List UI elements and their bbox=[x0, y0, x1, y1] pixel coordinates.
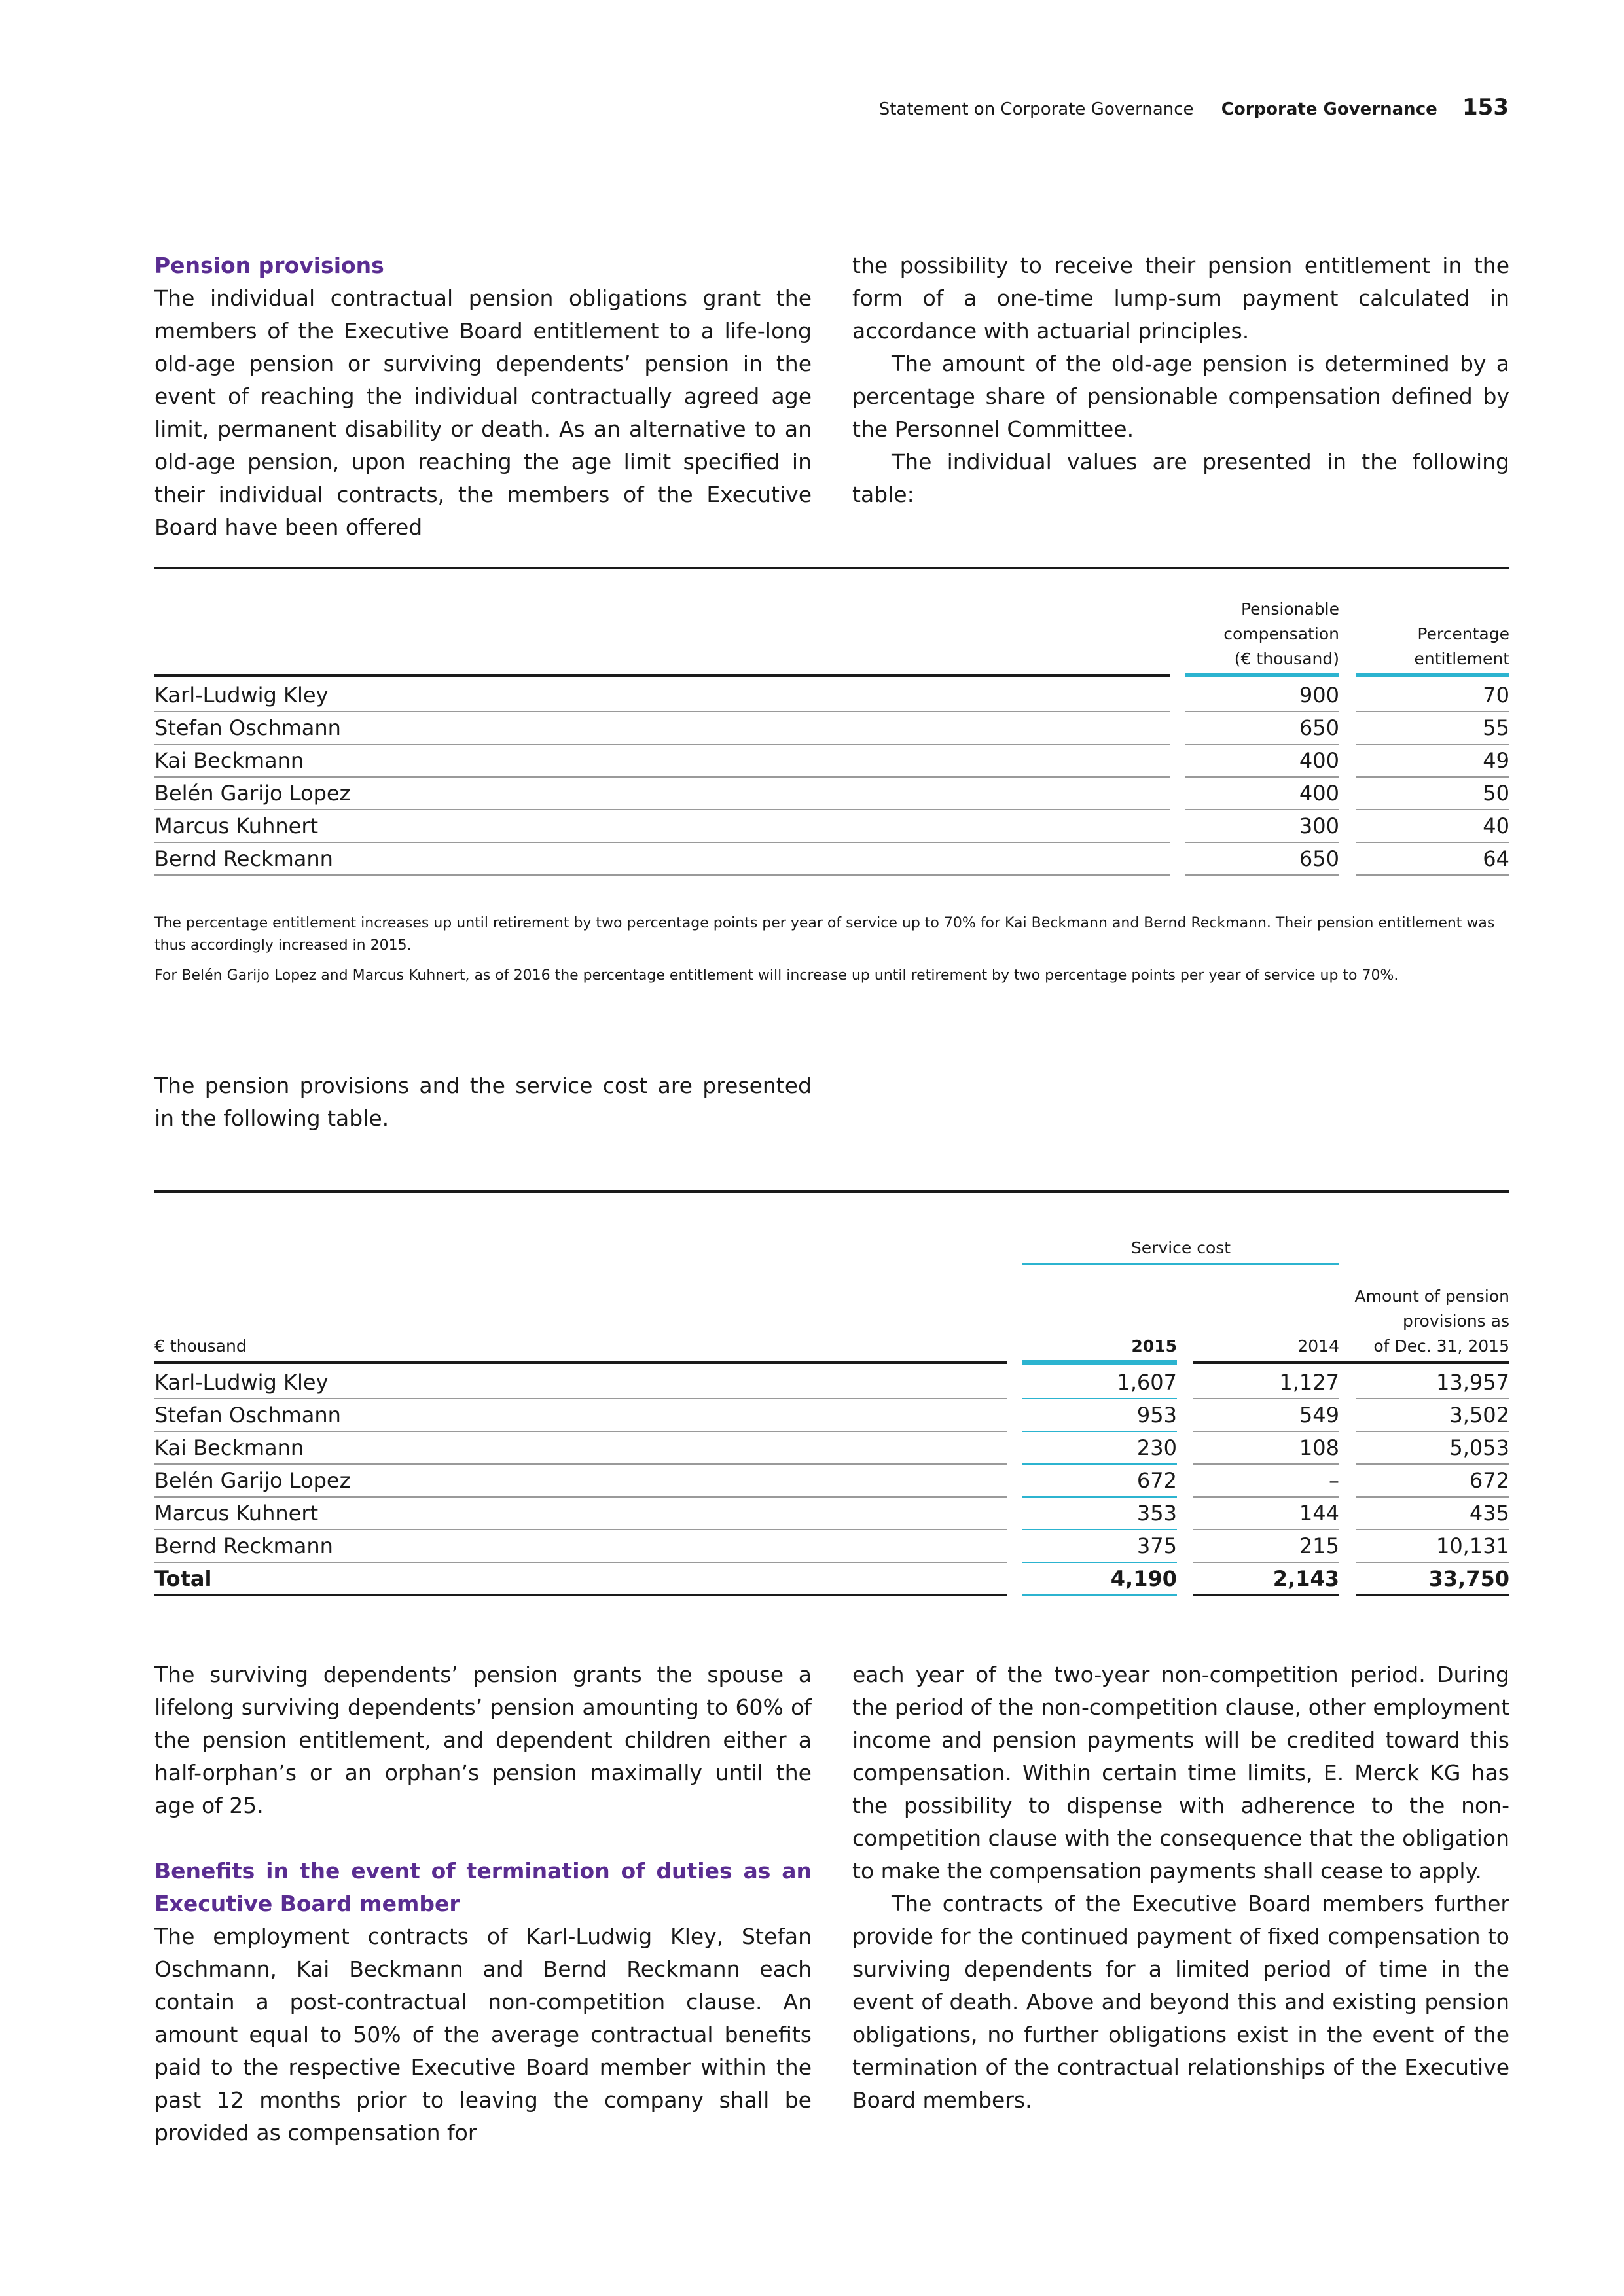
table-row bbox=[154, 843, 1509, 876]
row-compensation: 650 bbox=[1185, 843, 1339, 876]
closing-right-paragraph-2: The contracts of the Executive Board members further provide for the continued payment of fixed compensation to surviving dependents for a limited period of time in the event of death. Above and beyond this and existing pension obligations, no further obligations exist in the event of the termination of the contractual relationships of the Executive Board members. bbox=[852, 1891, 1509, 2113]
row-name: Bernd Reckmann bbox=[154, 843, 1170, 876]
table-row bbox=[154, 679, 1509, 712]
table1-header-compensation bbox=[1182, 597, 1339, 672]
table-total-row bbox=[154, 1563, 1509, 1596]
table1-header-compensation-line: Pensionable bbox=[1240, 600, 1339, 619]
closing-right-column bbox=[852, 1659, 1509, 2117]
row-name: Kai Beckmann bbox=[154, 1432, 1007, 1465]
pension-provisions-table bbox=[154, 1193, 1509, 1598]
row-provisions: 3,502 bbox=[1356, 1399, 1509, 1432]
row-provisions: 435 bbox=[1356, 1498, 1509, 1530]
row-service-cost-2015: 953 bbox=[1022, 1399, 1177, 1432]
row-service-cost-2015: 672 bbox=[1022, 1465, 1177, 1498]
table-row bbox=[154, 778, 1509, 810]
row-compensation: 400 bbox=[1185, 778, 1339, 810]
table2-service-cost-underline bbox=[1022, 1263, 1339, 1265]
row-name: Marcus Kuhnert bbox=[154, 1498, 1007, 1530]
row-service-cost-2015: 1,607 bbox=[1022, 1367, 1177, 1399]
table-row bbox=[154, 712, 1509, 745]
intro-right-paragraph-1: the possibility to receive their pension entitlement in the form of a one-time lump-sum payment calculated in accordance with actuarial principles. bbox=[852, 253, 1509, 344]
table1-header-percentage bbox=[1356, 622, 1509, 672]
row-compensation: 300 bbox=[1185, 810, 1339, 843]
row-name: Karl-Ludwig Kley bbox=[154, 679, 1170, 712]
table1-header-percentage-line: Percentage bbox=[1417, 624, 1509, 643]
row-provisions: 33,750 bbox=[1356, 1563, 1509, 1596]
row-percentage: 49 bbox=[1356, 745, 1509, 778]
section-heading-termination-benefits: Benefits in the event of termination of duties as an Executive Board member bbox=[154, 1858, 812, 1916]
pension-entitlement-table bbox=[154, 569, 1509, 884]
row-name: Total bbox=[154, 1563, 1007, 1596]
row-name: Marcus Kuhnert bbox=[154, 810, 1170, 843]
row-percentage: 55 bbox=[1356, 712, 1509, 745]
row-percentage: 50 bbox=[1356, 778, 1509, 810]
row-service-cost-2015: 353 bbox=[1022, 1498, 1177, 1530]
row-service-cost-2015: 4,190 bbox=[1022, 1563, 1177, 1596]
row-service-cost-2015: 375 bbox=[1022, 1530, 1177, 1563]
table2-header-2014: 2014 bbox=[1297, 1336, 1339, 1355]
intro-right-paragraph-3: The individual values are presented in the following table: bbox=[852, 449, 1509, 507]
row-compensation: 650 bbox=[1185, 712, 1339, 745]
row-name: Stefan Oschmann bbox=[154, 1399, 1007, 1432]
header-chapter-title: Corporate Governance bbox=[1221, 99, 1437, 119]
row-name: Stefan Oschmann bbox=[154, 712, 1170, 745]
intro-right-column bbox=[852, 249, 1509, 511]
closing-left-column bbox=[154, 1659, 812, 2149]
row-service-cost-2015: 230 bbox=[1022, 1432, 1177, 1465]
row-provisions: 672 bbox=[1356, 1465, 1509, 1498]
table2-header-provisions-line: provisions as bbox=[1402, 1312, 1509, 1331]
row-percentage: 40 bbox=[1356, 810, 1509, 843]
closing-right-paragraph-1: each year of the two-year non-competition period. During the period of the non-competition clause, other employment income and pension payments will be credited toward this compensation. Within certain time limits, E. Merck KG has the possibility to dispense with adherence to the non-competition clause with the consequence that the obligation to make the compensation payments shall cease to apply. bbox=[852, 1662, 1509, 1884]
table-row bbox=[154, 810, 1509, 843]
table1-header-accent bbox=[1356, 673, 1509, 677]
table-row bbox=[154, 1432, 1509, 1465]
table2-header-rule-right bbox=[1193, 1361, 1509, 1364]
table1-header-compensation-line: (€ thousand) bbox=[1234, 649, 1339, 668]
row-provisions: 10,131 bbox=[1356, 1530, 1509, 1563]
intro-left-column bbox=[154, 249, 812, 544]
table1-header-accent bbox=[1185, 673, 1339, 677]
table1-header-rule bbox=[154, 674, 1170, 677]
row-name: Kai Beckmann bbox=[154, 745, 1170, 778]
row-name: Bernd Reckmann bbox=[154, 1530, 1007, 1563]
row-service-cost-2014: – bbox=[1193, 1465, 1339, 1498]
table1-footnote-2: For Belén Garijo Lopez and Marcus Kuhnert, as of 2016 the percentage entitlement will increase up until retirement by two percentage points per year of service up to 70%. bbox=[154, 967, 1399, 984]
row-service-cost-2014: 215 bbox=[1193, 1530, 1339, 1563]
closing-left-paragraph-2: The employment contracts of Karl-Ludwig Kley, Stefan Oschmann, Kai Beckmann and Bernd Reckmann each contain a post-contractual non-competition clause. An amount equal to 50% of the average contractual benefits paid to the respective Executive Board member within the past 12 months prior to leaving the company shall be provided as compensation for bbox=[154, 1924, 812, 2145]
page-number: 153 bbox=[1462, 94, 1509, 120]
table-row bbox=[154, 1399, 1509, 1432]
table1-header-compensation-line: compensation bbox=[1223, 624, 1339, 643]
row-service-cost-2014: 1,127 bbox=[1193, 1367, 1339, 1399]
row-service-cost-2014: 2,143 bbox=[1193, 1563, 1339, 1596]
section-heading-pension-provisions: Pension provisions bbox=[154, 253, 384, 278]
row-name: Belén Garijo Lopez bbox=[154, 1465, 1007, 1498]
row-service-cost-2014: 108 bbox=[1193, 1432, 1339, 1465]
table1-footnote-1: The percentage entitlement increases up until retirement by two percentage points per year of service up to 70% for Kai Beckmann and Bernd Reckmann. Their pension entitlement was thus accordingly increased in 2015. bbox=[154, 915, 1495, 954]
row-provisions: 5,053 bbox=[1356, 1432, 1509, 1465]
closing-left-paragraph-1: The surviving dependents’ pension grants the spouse a lifelong surviving dependents’ pension amounting to 60% of the pension entitlement, and dependent children either a half-orphan’s or an orphan’s pension maximally until the age of 25. bbox=[154, 1662, 812, 1818]
row-compensation: 900 bbox=[1185, 679, 1339, 712]
row-percentage: 64 bbox=[1356, 843, 1509, 876]
table-row bbox=[154, 1498, 1509, 1530]
table2-header-rule bbox=[154, 1361, 1007, 1364]
row-percentage: 70 bbox=[1356, 679, 1509, 712]
table2-header-provisions-line: of Dec. 31, 2015 bbox=[1373, 1336, 1509, 1355]
row-service-cost-2014: 549 bbox=[1193, 1399, 1339, 1432]
table-row bbox=[154, 745, 1509, 778]
table2-header-accent-2015 bbox=[1022, 1360, 1177, 1365]
table2-unit-label: € thousand bbox=[154, 1336, 247, 1355]
intro-right-paragraph-2: The amount of the old-age pension is determined by a percentage share of pensionable compensation defined by the Personnel Committee. bbox=[852, 351, 1509, 442]
table2-header-provisions-line: Amount of pension bbox=[1354, 1287, 1509, 1306]
table1-footnotes bbox=[154, 912, 1509, 995]
table-row bbox=[154, 1530, 1509, 1563]
row-provisions: 13,957 bbox=[1356, 1367, 1509, 1399]
page-header bbox=[879, 94, 1509, 120]
intro-left-paragraph: The individual contractual pension obligations grant the members of the Executive Board entitlement to a life-long old-age pension or surviving dependents’ pension in the event of reaching the individual contractually agreed age limit, permanent disability or death. As an alternative to an old-age pension, upon reaching the age limit specified in their individual contracts, the members of the Executive Board have been offered bbox=[154, 285, 812, 540]
middle-paragraph: The pension provisions and the service cost are presented in the following table. bbox=[154, 1073, 812, 1131]
header-section-title: Statement on Corporate Governance bbox=[878, 99, 1194, 119]
row-service-cost-2014: 144 bbox=[1193, 1498, 1339, 1530]
row-name: Belén Garijo Lopez bbox=[154, 778, 1170, 810]
middle-column bbox=[154, 1069, 812, 1135]
table-row bbox=[154, 1465, 1509, 1498]
row-compensation: 400 bbox=[1185, 745, 1339, 778]
table1-header-percentage-line: entitlement bbox=[1414, 649, 1509, 668]
table2-header-service-cost: Service cost bbox=[1130, 1238, 1231, 1257]
table-row bbox=[154, 1367, 1509, 1399]
table2-header-provisions bbox=[1346, 1284, 1509, 1359]
row-name: Karl-Ludwig Kley bbox=[154, 1367, 1007, 1399]
table2-header-2015: 2015 bbox=[1131, 1336, 1177, 1355]
